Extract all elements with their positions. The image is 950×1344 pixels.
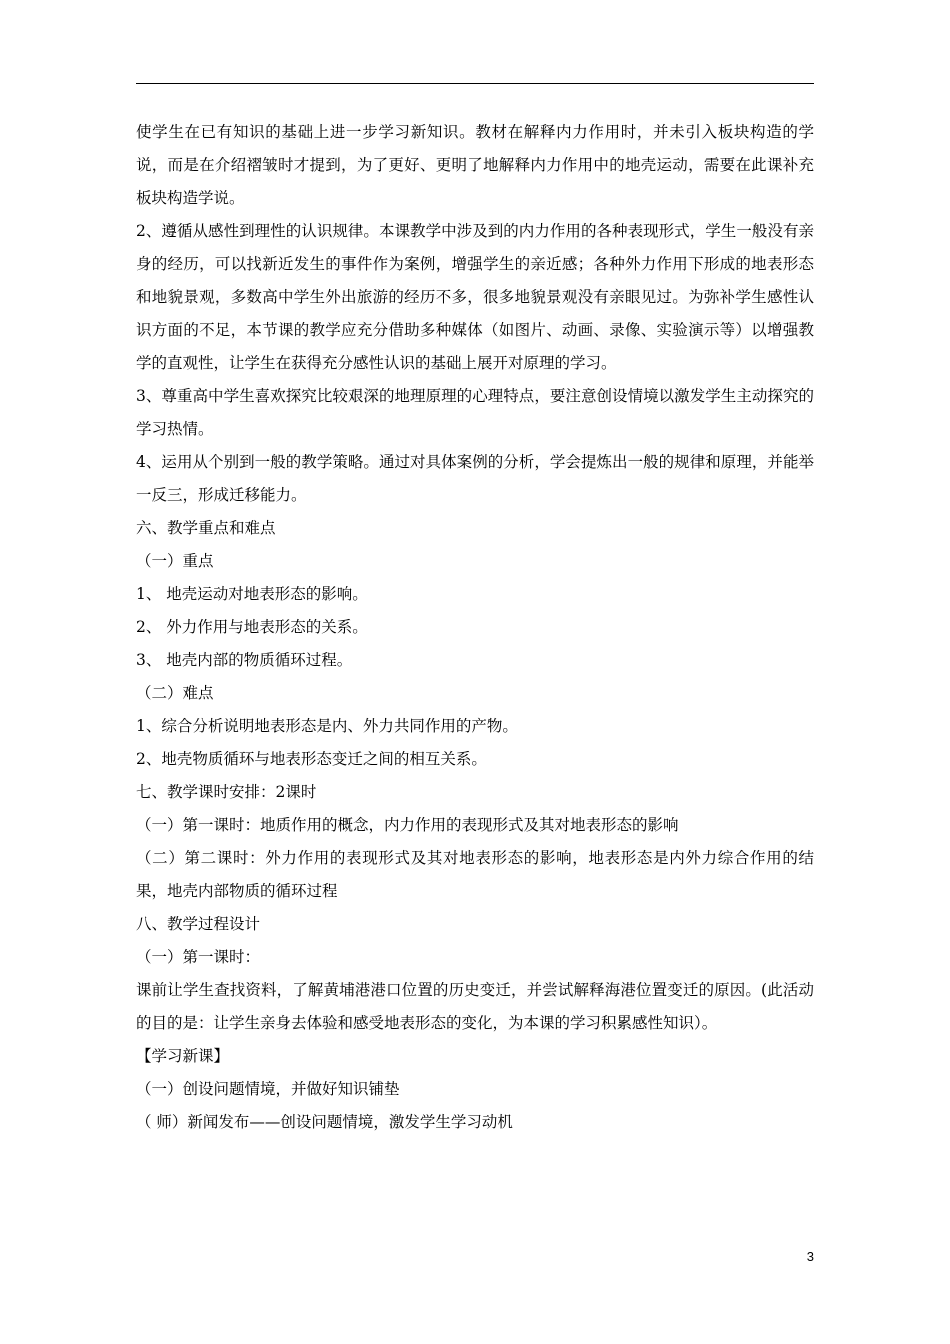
header-rule: [136, 83, 814, 84]
section-heading-6: 六、教学重点和难点: [136, 519, 276, 537]
key-point-1: 1、 地壳运动对地表形态的影响。: [136, 585, 368, 603]
subheading-lesson-1: （一）第一课时：: [136, 948, 261, 966]
subheading-difficulties: （二）难点: [136, 684, 214, 702]
paragraph-principle-3: 3、尊重高中学生喜欢探究比较艰深的地理原理的心理特点，要注意创设情境以激发学生主动探究的学习热情。: [136, 387, 814, 438]
difficulty-2: 2、地壳物质循环与地表形态变迁之间的相互关系。: [136, 750, 487, 768]
document-body: [136, 116, 814, 1139]
teacher-news-release: （ 师）新闻发布——创设问题情境，激发学生学习动机: [136, 1113, 513, 1131]
section-heading-8: 八、教学过程设计: [136, 915, 261, 933]
lesson-2-summary: （二）第二课时：外力作用的表现形式及其对地表形态的影响，地表形态是内外力综合作用的结果，地壳内部物质的循环过程: [136, 849, 814, 900]
page-number: 3: [806, 1249, 814, 1264]
subheading-key-points: （一）重点: [136, 552, 214, 570]
lesson-1-summary: （一）第一课时：地质作用的概念，内力作用的表现形式及其对地表形态的影响: [136, 816, 679, 834]
paragraph-principle-4: 4、运用从个别到一般的教学策略。通过对具体案例的分析，学会提炼出一般的规律和原理，并能举一反三，形成迁移能力。: [136, 453, 814, 504]
paragraph-intro-continuation: 使学生在已有知识的基础上进一步学习新知识。教材在解释内力作用时，并未引入板块构造的学说，而是在介绍褶皱时才提到，为了更好、更明了地解释内力作用中的地壳运动，需要在此课补充板块构造学说。: [136, 123, 814, 207]
paragraph-pre-class: 课前让学生查找资料，了解黄埔港港口位置的历史变迁，并尝试解释海港位置变迁的原因。(此活动的目的是：让学生亲身去体验和感受地表形态的变化，为本课的学习积累感性知识）。: [136, 981, 814, 1032]
key-point-3: 3、 地壳内部的物质循环过程。: [136, 651, 353, 669]
section-heading-7: 七、教学课时安排：2课时: [136, 783, 317, 801]
difficulty-1: 1、综合分析说明地表形态是内、外力共同作用的产物。: [136, 717, 518, 735]
heading-new-lesson: 【学习新课】: [136, 1047, 230, 1065]
step-1-heading: （一）创设问题情境，并做好知识铺垫: [136, 1080, 400, 1098]
key-point-2: 2、 外力作用与地表形态的关系。: [136, 618, 368, 636]
paragraph-principle-2: 2、遵循从感性到理性的认识规律。本课教学中涉及到的内力作用的各种表现形式，学生一般没有亲身的经历，可以找新近发生的事件作为案例，增强学生的亲近感；各种外力作用下形成的地表形态和地貌景观，多数高中学生外出旅游的经历不多，很多地貌景观没有亲眼见过。为弥补学生感性认识方面的不足，本节课的教学应充分借助多种媒体（如图片、动画、录像、实验演示等）以增强教学的直观性，让学生在获得充分感性认识的基础上展开对原理的学习。: [136, 222, 814, 372]
